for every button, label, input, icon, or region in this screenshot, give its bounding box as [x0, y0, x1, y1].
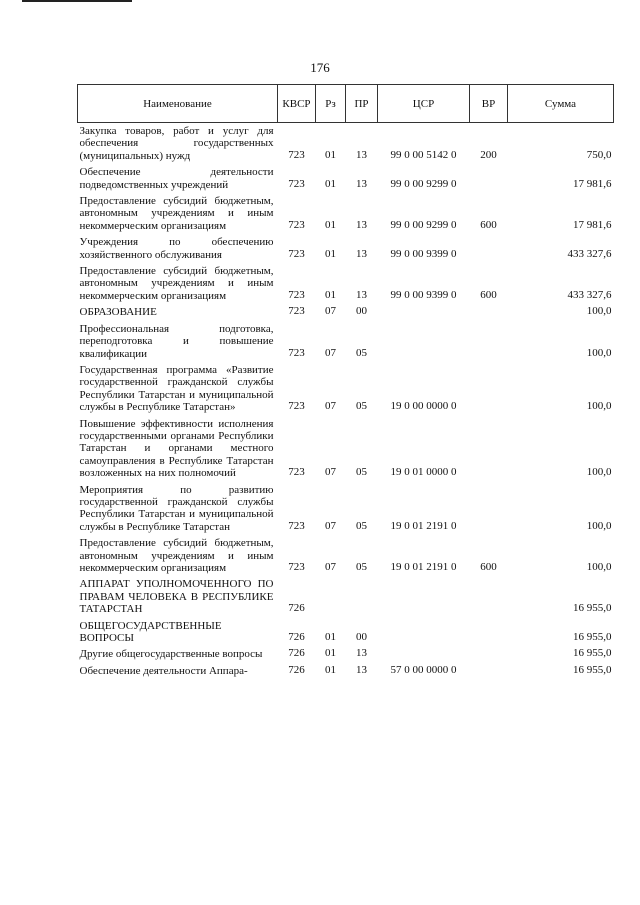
row-rz: 07 [325, 466, 336, 479]
header-name: Наименование [78, 85, 278, 123]
row-vr: 600 [480, 288, 497, 301]
table-row [78, 618, 614, 647]
row-rz: 01 [325, 247, 336, 260]
table-row [78, 263, 614, 304]
row-sum: 100,0 [586, 519, 612, 532]
row-rz: 01 [325, 663, 336, 676]
row-csr: 99 0 00 5142 0 [390, 148, 457, 161]
row-vr [470, 362, 508, 416]
row-vr [470, 304, 508, 320]
row-sum: 16 955,0 [573, 602, 612, 615]
row-vr: 200 [480, 148, 497, 161]
row-csr [378, 646, 470, 662]
row-vr: 600 [480, 561, 497, 573]
row-kvsr: 723 [288, 177, 305, 190]
row-rz: 07 [325, 519, 336, 532]
row-kvsr: 723 [288, 346, 305, 359]
row-csr: 19 0 01 2191 0 [390, 519, 457, 532]
row-name: Предоставление субсидий бюджетным, автономным учреждениям и иным некоммерческим организациям [79, 195, 274, 232]
row-name: АППАРАТ УПОЛНОМОЧЕННОГО ПО ПРАВАМ ЧЕЛОВЕКА В РЕСПУБЛИКЕ ТАТАРСТАН [79, 578, 274, 616]
table-row [78, 234, 614, 263]
table-row [78, 663, 614, 679]
row-kvsr: 723 [288, 305, 305, 318]
row-csr [378, 576, 470, 617]
row-vr [470, 234, 508, 263]
row-kvsr: 723 [288, 218, 305, 231]
table-row [78, 362, 614, 416]
row-vr [470, 416, 508, 482]
row-name: Обеспечение деятельности подведомственных учреждений [79, 166, 274, 191]
row-name: Повышение эффективности исполнения государственными органами Республики Татарстан и органами местного самоуправления в Республике Татарстан возложенных на них полномочий [79, 417, 274, 480]
row-kvsr: 726 [288, 663, 305, 676]
row-sum: 433 327,6 [567, 288, 612, 301]
budget-table [77, 84, 614, 679]
row-kvsr: 723 [288, 247, 305, 260]
row-name: Обеспечение деятельности Аппара- [79, 664, 248, 677]
row-vr [470, 321, 508, 362]
row-csr: 99 0 00 9399 0 [390, 247, 457, 260]
header-csr: ЦСР [378, 85, 470, 123]
table-row [78, 304, 614, 320]
row-rz: 01 [325, 631, 336, 644]
header-rz: Рз [316, 85, 346, 123]
row-sum: 17 981,6 [573, 177, 612, 190]
row-pr: 00 [356, 305, 367, 318]
row-rz: 07 [325, 305, 336, 318]
row-csr: 99 0 00 9299 0 [390, 177, 457, 190]
row-pr: 05 [356, 346, 367, 359]
row-name: Другие общегосударственные вопросы [79, 648, 263, 661]
row-pr [346, 576, 378, 617]
row-sum: 750,0 [586, 148, 612, 161]
row-sum: 100,0 [586, 400, 612, 413]
row-sum: 16 955,0 [573, 663, 612, 676]
table-row [78, 193, 614, 234]
header-sum: Сумма [508, 85, 614, 123]
header-vr: ВР [470, 85, 508, 123]
row-csr [378, 304, 470, 320]
row-name: ОБРАЗОВАНИЕ [79, 306, 157, 319]
row-pr: 05 [356, 400, 367, 413]
row-sum: 17 981,6 [573, 218, 612, 231]
row-name: Профессиональная подготовка, переподготовка и повышение квалификации [79, 322, 274, 360]
table-row [78, 576, 614, 617]
row-csr: 99 0 00 9399 0 [390, 288, 457, 301]
row-vr: 600 [480, 218, 497, 231]
row-vr [470, 576, 508, 617]
page-number: 176 [310, 60, 330, 75]
row-name: ОБЩЕГОСУДАРСТВЕННЫЕ ВОПРОСЫ [79, 619, 222, 645]
row-kvsr: 726 [288, 631, 305, 644]
row-vr [470, 646, 508, 662]
row-sum: 16 955,0 [573, 631, 612, 644]
row-rz: 01 [325, 288, 336, 301]
row-name: Государственная программа «Развитие государственной гражданской службы Республики Татарстан и муниципальной службы в Республике Татарстан» [79, 363, 274, 414]
row-pr: 13 [356, 218, 367, 231]
row-pr: 05 [356, 519, 367, 532]
row-csr [378, 321, 470, 362]
row-pr: 13 [356, 148, 367, 161]
row-vr [470, 663, 508, 679]
row-pr: 00 [356, 631, 367, 644]
row-sum: 100,0 [586, 466, 612, 479]
table-row [78, 164, 614, 193]
row-pr: 13 [356, 247, 367, 260]
header-pr: ПР [346, 85, 378, 123]
row-kvsr: 723 [288, 466, 305, 479]
row-sum: 100,0 [586, 346, 612, 359]
row-csr: 19 0 01 0000 0 [390, 466, 457, 479]
row-pr: 13 [356, 647, 367, 660]
row-csr: 57 0 00 0000 0 [390, 663, 457, 676]
row-rz: 01 [325, 177, 336, 190]
row-name: Предоставление субсидий бюджетным, автономным учреждениям и иным некоммерческим организациям [79, 265, 274, 302]
row-name: Закупка товаров, работ и услуг для обеспечения государственных (муниципальных) нужд [79, 125, 274, 162]
header-kvsr: КВСР [278, 85, 316, 123]
row-rz: 01 [325, 218, 336, 231]
row-sum: 100,0 [586, 561, 612, 573]
table-row [78, 321, 614, 362]
table-row [78, 123, 614, 165]
row-name: Предоставление субсидий бюджетным, автономным учреждениям и иным некоммерческим организациям [79, 537, 274, 574]
row-rz: 07 [325, 400, 336, 413]
row-sum: 16 955,0 [573, 647, 612, 660]
row-vr [470, 164, 508, 193]
row-kvsr: 726 [288, 647, 305, 660]
row-vr [470, 482, 508, 536]
row-rz: 01 [325, 647, 336, 660]
row-csr: 19 0 01 2191 0 [390, 561, 457, 573]
table-row [78, 482, 614, 536]
row-vr [470, 618, 508, 647]
row-kvsr: 723 [288, 400, 305, 413]
row-kvsr: 723 [288, 148, 305, 161]
table-row [78, 535, 614, 576]
row-pr: 13 [356, 288, 367, 301]
row-kvsr: 723 [288, 561, 305, 573]
row-rz: 07 [325, 346, 336, 359]
table-row [78, 646, 614, 662]
row-csr: 19 0 00 0000 0 [390, 400, 457, 413]
row-rz [316, 576, 346, 617]
row-sum: 100,0 [586, 305, 612, 318]
row-rz: 01 [325, 148, 336, 161]
row-pr: 13 [356, 663, 367, 676]
row-pr: 13 [356, 177, 367, 190]
row-csr [378, 618, 470, 647]
table-row [78, 416, 614, 482]
row-pr: 05 [356, 561, 367, 573]
row-kvsr: 726 [288, 602, 305, 615]
row-name: Мероприятия по развитию государственной гражданской службы Республики Татарстан и муниципальной службы в Республике Татарстан [79, 483, 274, 533]
row-kvsr: 723 [288, 288, 305, 301]
table-header-row [78, 85, 614, 123]
row-sum: 433 327,6 [567, 247, 612, 260]
row-rz: 07 [325, 561, 336, 573]
row-kvsr: 723 [288, 519, 305, 532]
top-rule [22, 0, 132, 2]
row-csr: 99 0 00 9299 0 [390, 218, 457, 231]
row-name: Учреждения по обеспечению хозяйственного обслуживания [79, 236, 274, 261]
row-pr: 05 [356, 466, 367, 479]
